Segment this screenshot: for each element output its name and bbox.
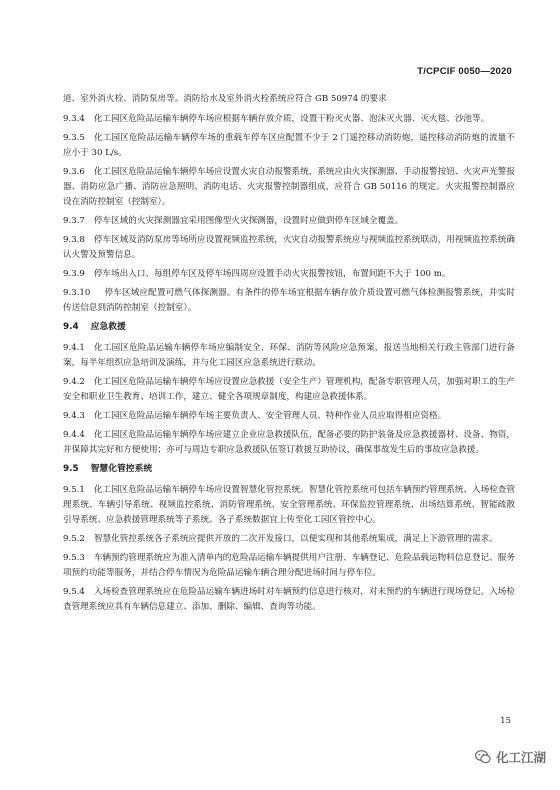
clause-number: 9.3.4 [63,114,85,124]
clause-number: 9.3.7 [63,216,85,226]
section-title: 应急救援 [90,322,126,332]
clause-number: 9.3.6 [63,167,85,177]
section-heading [63,462,515,477]
continued-paragraph [63,92,515,107]
clause-paragraph [63,428,515,458]
clause-number: 9.5.3 [63,553,85,563]
clause-number: 9.3.5 [63,133,85,143]
clause-number: 9.4.4 [63,430,85,440]
clause-number: 9.3.9 [63,269,85,279]
clause-paragraph [63,409,515,424]
clause-paragraph [63,375,515,405]
watermark-text: 化工江湖 [495,750,546,765]
section-title: 智慧化管控系统 [90,464,153,474]
clause-text: 化工园区危险品运输车辆停车场的重载车停车区应配置不少于 2 门遥控移动消防炮，遥控移动消防炮的流量不应小于 30 L/s。 [63,133,515,158]
clause-text: 智慧化管控系统各子系统应提供开放的二次开发接口，以便实现和其他系统集成，满足上下游管理的需求。 [93,534,498,544]
clause-number: 9.4.1 [63,343,85,353]
clause-text: 道、室外消火栓、消防泵房等。消防给水及室外消火栓系统应符合 GB 50974 的要求 [63,94,387,104]
clause-paragraph [63,165,515,210]
clause-number: 9.3.8 [63,235,85,245]
watermark [475,748,546,766]
clause-number: 9.4.2 [63,377,85,387]
clause-text: 停车区域的火灾探测器宜采用图像型火灾探测器，设置时应做到停车区域全覆盖。 [93,216,404,226]
clause-text: 停车场出入口、每组停车区及停车场四周应设置手动火灾报警按钮，布置间距不大于 100 m。 [93,269,451,279]
clause-number: 9.3.10 [63,288,91,298]
clause-paragraph [63,214,515,229]
clause-text: 化工园区危险品运输车辆停车场应设置智慧化管控系统。智慧化管控系统可包括车辆预约管理系统、入场检查管理系统、车辆引导系统、视频监控系统、消防管理系统、安全管理系统、环保监控管理系统、出场结算系统、智能疏散引导系统、应急救援管理系统等子系统。各子系统数据宜上传至化工园区管控中心。 [63,485,515,525]
clause-paragraph [63,286,515,316]
clause-paragraph [63,112,515,127]
clause-text: 化工园区危险品运输车辆停车场应编制安全、环保、消防等风险应急预案，报送当地相关行政主管部门进行备案，每半年组织应急培训及演练，并与化工园区应急系统进行联动。 [63,343,515,368]
clause-text: 化工园区危险品运输车辆停车场应设置应急救援（安全生产）管理机构，配备专职管理人员，加强对职工的生产安全和职业卫生教育、培训工作，建立、健全各项规章制度，构建应急救援体系。 [63,377,515,402]
clause-paragraph [63,267,515,282]
section-heading [63,320,515,335]
clause-paragraph [63,131,515,161]
document-body [63,92,515,619]
clause-paragraph [63,341,515,371]
clause-text: 车辆预约管理系统应为准入清单内的危险品运输车辆提供用户注册、车辆登记、危险品载运物料信息登记、服务项预约功能等服务，并结合停车情况为危险品运输车辆合理分配进场时间与停车位。 [63,553,515,578]
clause-number: 9.4.3 [63,411,85,421]
clause-paragraph [63,532,515,547]
clause-text: 化工园区危险品运输车辆停车场应根据车辆存放介质，设置干粉灭火器、泡沫灭火器、灭火毯、沙池等。 [93,114,490,124]
clause-text: 化工园区危险品运输车辆停车场应设置火灾自动报警系统，系统应由火灾探测器、手动报警按钮、火灾声光警报器、消防应急广播、消防应急照明、消防电话、火灾报警控制器组成，应符合 GB 50116 的规定。火灾报警控制器应设在消防控制室（控制室）。 [63,167,515,207]
clause-text: 入场检查管理系统应在危险品运输车辆进场时对车辆预约信息进行核对，对未预约的车辆进行现场登记。入场检查管理系统应具有车辆信息建立、添加、删除、编辑、查询等功能。 [63,587,515,612]
wechat-icon [475,750,491,764]
clause-text: 化工园区危险品运输车辆停车场主要负责人、安全管理人员、特种作业人员应取得相应资格。 [93,411,447,421]
section-number: 9.4 [63,322,79,332]
page-number: 15 [500,716,511,726]
section-number: 9.5 [63,464,79,474]
clause-text: 停车区域及消防泵房等场所应设置视频监控系统，火灾自动报警系统应与视频监控系统联动，用视频监控系统确认火警及预警信息。 [63,235,515,260]
clause-paragraph [63,483,515,528]
clause-text: 停车区域应配置可燃气体探测器。有条件的停车场宜根据车辆存放介质设置可燃气体检测报警系统，并实时传送信息到消防控制室（控制室）。 [63,288,515,313]
clause-number: 9.5.1 [63,485,85,495]
clause-paragraph [63,233,515,263]
clause-number: 9.5.2 [63,534,85,544]
clause-text: 化工园区危险品运输车辆停车场应建立企业应急救援队伍，配备必要的防护装备及应急救援器材、设备、物资，并保障其完好和方便使用；亦可与周边专职应急救援队伍签订救援互助协议，确保事故发生后的事故应急救援。 [63,430,515,455]
clause-paragraph [63,585,515,615]
clause-number: 9.5.4 [63,587,85,597]
clause-paragraph [63,551,515,581]
standard-code: T/CPCIF 0050—2020 [417,66,512,77]
